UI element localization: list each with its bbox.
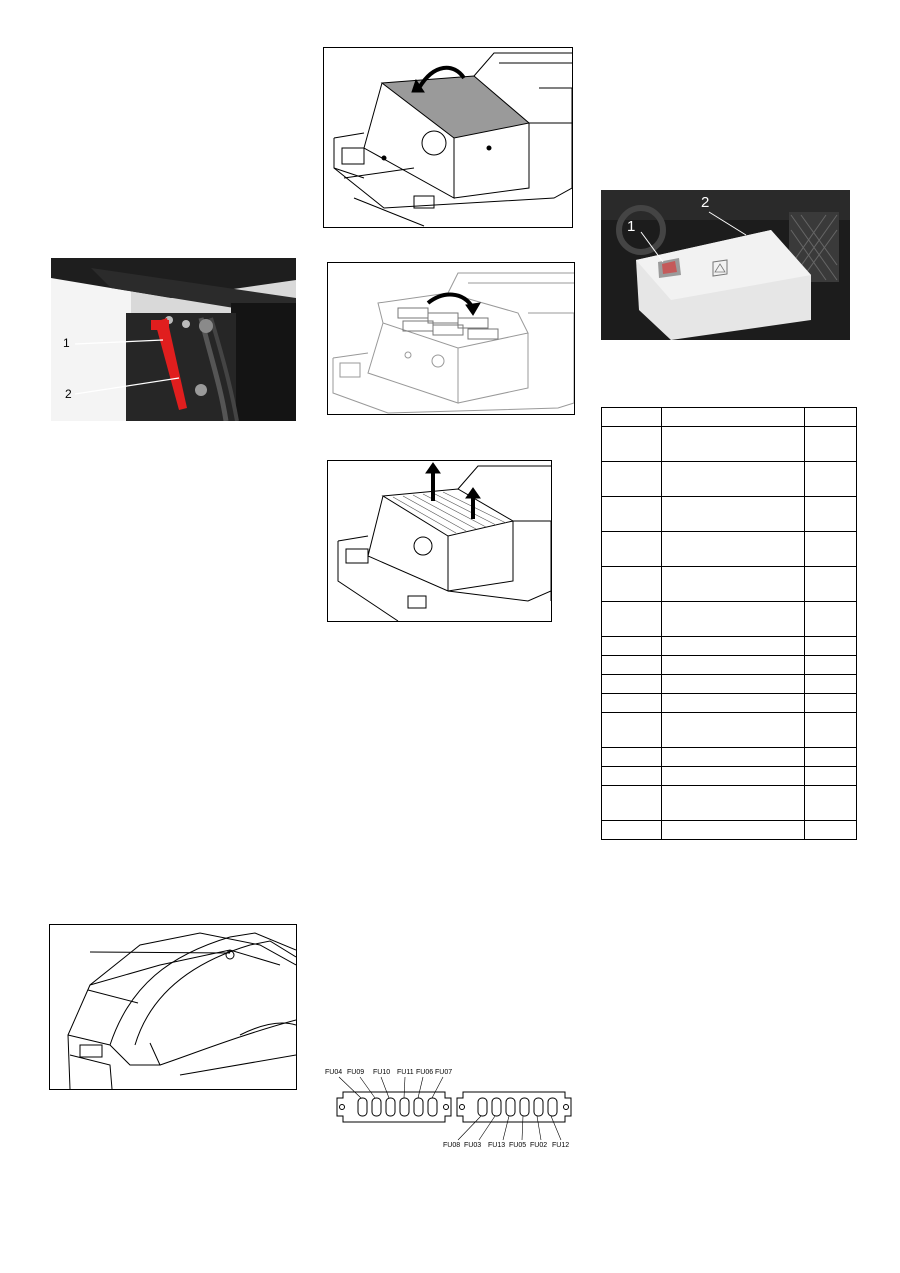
lever-callout-1: 1 bbox=[63, 336, 70, 350]
fuse-table-cell bbox=[602, 532, 662, 567]
fuse-table-cell bbox=[805, 408, 857, 427]
fuse-table-row bbox=[602, 462, 857, 497]
fuse-table-cell bbox=[805, 748, 857, 767]
fuse-table-row bbox=[602, 675, 857, 694]
fuse-table-cell bbox=[805, 532, 857, 567]
fuse-table-cell bbox=[602, 567, 662, 602]
fuse-table-cell bbox=[602, 713, 662, 748]
battery-tray-illustration bbox=[327, 262, 575, 415]
fuse-table-row bbox=[602, 786, 857, 821]
fuse-table-cell bbox=[805, 694, 857, 713]
fuse-table-cell bbox=[662, 427, 805, 462]
fuse-table-cell bbox=[602, 748, 662, 767]
battery-box-callout-2: 2 bbox=[701, 194, 710, 211]
fuse-label-fu02: FU02 bbox=[530, 1142, 548, 1149]
fuse-table-cell bbox=[602, 786, 662, 821]
fuse-table-cell bbox=[662, 675, 805, 694]
fuse-table-cell bbox=[662, 656, 805, 675]
battery-lift-illustration bbox=[327, 460, 552, 622]
fuse-table-row bbox=[602, 427, 857, 462]
fuse-table-row bbox=[602, 602, 857, 637]
fuse-label-fu07: FU07 bbox=[435, 1069, 453, 1076]
fuse-label-fu03: FU03 bbox=[464, 1142, 482, 1149]
lever-callout-2: 2 bbox=[65, 387, 72, 401]
fuse-table-cell bbox=[805, 656, 857, 675]
fuse-table-row bbox=[602, 713, 857, 748]
fuse-table-cell bbox=[662, 602, 805, 637]
fuse-table-cell bbox=[662, 694, 805, 713]
fuse-table-row bbox=[602, 532, 857, 567]
battery-box-callout-1: 1 bbox=[627, 218, 636, 235]
fuse-table-cell bbox=[805, 462, 857, 497]
lever-photo bbox=[51, 258, 296, 421]
fuse-table-row bbox=[602, 767, 857, 786]
fuse-label-fu08: FU08 bbox=[443, 1142, 461, 1149]
fuse-table-row bbox=[602, 637, 857, 656]
fuse-table-row bbox=[602, 694, 857, 713]
fuse-label-fu11: FU11 bbox=[397, 1069, 414, 1076]
fuse-table-cell bbox=[602, 675, 662, 694]
fuse-table-cell bbox=[602, 427, 662, 462]
fuse-label-fu05: FU05 bbox=[509, 1142, 527, 1149]
fuse-table-cell bbox=[662, 821, 805, 840]
fuse-table-cell bbox=[602, 767, 662, 786]
fuse-table-cell bbox=[805, 713, 857, 748]
fuse-table-cell bbox=[805, 637, 857, 656]
fuse-table-cell bbox=[602, 408, 662, 427]
fuse-table-cell bbox=[805, 675, 857, 694]
fuse-label-fu04: FU04 bbox=[325, 1069, 343, 1076]
fuse-table-row bbox=[602, 497, 857, 532]
fuse-table-cell bbox=[662, 767, 805, 786]
fuse-table-cell bbox=[602, 656, 662, 675]
fuse-table-cell bbox=[662, 713, 805, 748]
fuse-table-cell bbox=[662, 748, 805, 767]
fuse-table bbox=[601, 407, 857, 840]
fuse-table-cell bbox=[805, 497, 857, 532]
fuse-table-cell bbox=[805, 602, 857, 637]
fuse-table-cell bbox=[805, 767, 857, 786]
fuse-label-fu10: FU10 bbox=[373, 1069, 391, 1076]
fuse-table-cell bbox=[602, 497, 662, 532]
fuse-table-cell bbox=[662, 462, 805, 497]
fuse-table-cell bbox=[602, 637, 662, 656]
fuse-strips-diagram bbox=[325, 1068, 575, 1154]
fuse-table-cell bbox=[662, 532, 805, 567]
fuse-table-cell bbox=[805, 427, 857, 462]
fuse-table-cell bbox=[602, 462, 662, 497]
fuse-table-row bbox=[602, 656, 857, 675]
fuse-table-cell bbox=[662, 786, 805, 821]
fuse-label-fu06: FU06 bbox=[416, 1069, 434, 1076]
fuse-table-row bbox=[602, 748, 857, 767]
fuse-table-cell bbox=[602, 821, 662, 840]
fuse-table-cell bbox=[662, 637, 805, 656]
fuse-table-cell bbox=[602, 694, 662, 713]
fuse-label-fu13: FU13 bbox=[488, 1142, 506, 1149]
fuse-table-row bbox=[602, 821, 857, 840]
fuse-table-cell bbox=[805, 567, 857, 602]
cover-open-illustration bbox=[323, 47, 573, 228]
battery-box-photo bbox=[601, 190, 850, 340]
fuse-table-cell bbox=[662, 497, 805, 532]
fuse-label-fu09: FU09 bbox=[347, 1069, 365, 1076]
fuse-label-fu12: FU12 bbox=[552, 1142, 570, 1149]
hood-illustration bbox=[49, 924, 297, 1090]
fuse-table-cell bbox=[805, 786, 857, 821]
fuse-table-cell bbox=[602, 602, 662, 637]
fuse-table-cell bbox=[662, 567, 805, 602]
fuse-table-cell bbox=[805, 821, 857, 840]
fuse-table-row bbox=[602, 567, 857, 602]
fuse-table-header-row bbox=[602, 408, 857, 427]
fuse-table-cell bbox=[662, 408, 805, 427]
